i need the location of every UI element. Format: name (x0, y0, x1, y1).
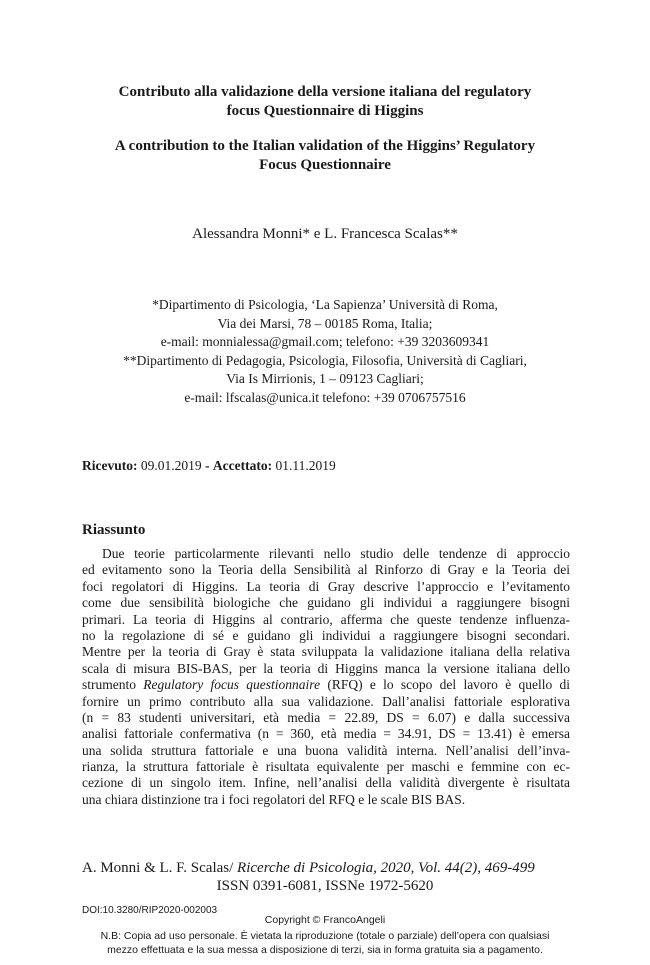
copyright-notice: Copyright © FrancoAngeli (264, 914, 386, 926)
italian-title: Contributo alla validazione della versione italiana del regulatory focus Questionnaire di Higgins (118, 84, 532, 119)
authors: Alessandra Monni* e L. Francesca Scalas** (192, 226, 458, 242)
abstract-line: ed evitamento sono la Teoria della Sensibilità al Rinforzo di Gray e la Teoria dei (82, 562, 570, 578)
issn: ISSN 0391-6081, ISSNe 1972-5620 (216, 878, 434, 894)
abstract-line: primari. La teoria di Higgins al contrario, afferma che queste tendenze influenza- (82, 611, 570, 627)
abstract-line: cezione di un singolo item. Infine, nell’analisi della validità divergente è risultata (82, 775, 570, 791)
accepted-date: 01.11.2019 (275, 458, 336, 473)
abstract-line: rianza, la struttura fattoriale è risultata equivalente per maschi e femmine con ec- (82, 759, 570, 775)
received-date: 09.01.2019 (140, 458, 202, 473)
abstract-line: una chiara distinzione tra i foci regolatori del RFQ e le scale BIS BAS. (82, 791, 466, 807)
affiliation-line: e-mail: monnialessa@gmail.com; telefono: +39 3203609341 (160, 334, 490, 349)
abstract-heading: Riassunto (82, 522, 146, 538)
abstract-line: analisi fattoriale confermativa (n = 360, età media = 34.91, DS = 13.41) è emersa (82, 726, 570, 742)
doi: DOI:10.3280/RIP2020-002003 (82, 905, 218, 916)
citation-authors: A. Monni & L. F. Scalas/ (82, 860, 234, 876)
abstract-line: strumento Regulatory focus questionnaire (RFQ) e lo scopo del lavoro è quello di (82, 677, 570, 693)
abstract-body (82, 546, 570, 808)
affiliations (60, 296, 590, 407)
date-separator: - (204, 458, 210, 473)
abstract-line: scala di misura BIS-BAS, per la teoria di Higgins manca la versione italiana dello (82, 660, 570, 676)
abstract-line: (n = 83 studenti universitari, età media = 22.89, DS = 6.07) e dalla successiva (82, 709, 570, 725)
instrument-name: Regulatory focus questionnaire (143, 677, 321, 693)
received-label: Ricevuto: (82, 458, 138, 473)
affiliation-line: Via Is Mirrionis, 1 – 09123 Cagliari; (226, 371, 424, 386)
abstract-line: Due teorie particolarmente rilevanti nello studio delle tendenze di approccio (102, 546, 570, 561)
abstract-line: come due sensibilità biologiche che guidano gli individui a raggiungere bisogni (82, 595, 570, 611)
affiliation-line: **Dipartimento di Pedagogia, Psicologia, Filosofia, Università di Cagliari, (123, 352, 527, 368)
citation-journal: Ricerche di Psicologia, 2020, Vol. 44(2), 469-499 (233, 860, 535, 876)
citation (82, 860, 535, 877)
usage-notice: N.B: Copia ad uso personale. È vietata la riproduzione (totale o parziale) dell’opera con qualsiasi mezzo effettuata e la sua messa a disposizione di terzi, sia in forma gratuita sia a pagamento. (100, 930, 550, 956)
abstract-line: una solida struttura fattoriale e una buona validità interna. Nell’analisi dell’inva- (82, 742, 570, 758)
submission-dates (82, 458, 336, 474)
affiliation-line: Via dei Marsi, 78 – 00185 Roma, Italia; (217, 315, 433, 331)
abstract-line: no la regolazione di sé e guidano gli individui a raggiungere bisogni secondari. (82, 627, 570, 643)
accepted-label: Accettato: (212, 458, 273, 473)
affiliation-line: *Dipartimento di Psicologia, ‘La Sapienza’ Università di Roma, (152, 297, 498, 312)
abstract-line: foci regolatori di Higgins. La teoria di Gray descrive l’approccio e l’evitamento (82, 578, 570, 594)
english-title: A contribution to the Italian validation of the Higgins’ Regulatory Focus Questionnaire (114, 138, 536, 173)
affiliation-line: e-mail: lfscalas@unica.it telefono: +39 0706757516 (184, 389, 466, 405)
abstract-line: fornire un primo contributo alla sua validazione. Dall’analisi fattoriale esplorativa (82, 693, 570, 709)
abstract-line: Mentre per la teoria di Gray è stata sviluppata la validazione italiana della relativa (82, 644, 570, 660)
